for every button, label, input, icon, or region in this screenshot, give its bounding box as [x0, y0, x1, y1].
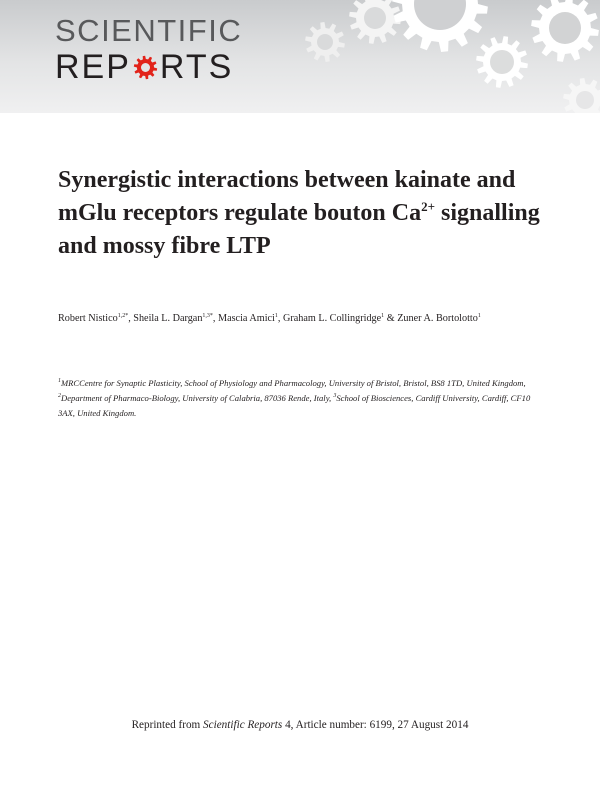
author-affiliation-sup: 1: [477, 313, 481, 319]
author-separator: ,: [128, 313, 134, 324]
gear-hole-icon: [576, 91, 594, 109]
gear-hole-icon: [490, 50, 514, 74]
red-gear-logo-icon: [132, 54, 159, 81]
logo-text-end: RTS: [159, 48, 234, 86]
title-part2: signalling and mossy fibre LTP: [58, 200, 540, 259]
title-superscript: 2+: [421, 199, 436, 214]
journal-logo-bottom: [55, 50, 233, 84]
reprint-footer: [0, 719, 600, 731]
author-name: Graham L. Collingridge: [282, 313, 382, 324]
affiliation-sup: 3: [333, 393, 337, 399]
red-gear-hole: [141, 63, 150, 72]
journal-header: [0, 0, 600, 113]
author-affiliation-sup: 1: [274, 313, 278, 319]
author-separator: &: [384, 313, 398, 324]
affiliation-sup: 2: [58, 393, 61, 399]
journal-logo-top: SCIENTIFIC: [55, 13, 243, 48]
affiliation-sup: 1: [58, 378, 61, 384]
affiliation-2: Department of Pharmaco-Biology, University of Calabria, 87036 Rende, Italy,: [61, 393, 332, 403]
title-part1: Synergistic interactions between kainate and mGlu receptors regulate bouton Ca: [58, 167, 516, 226]
affiliation-3: School of Biosciences, Cardiff University, Cardiff, CF10 3AX, United Kingdom.: [58, 393, 531, 418]
footer-prefix: Reprinted from: [131, 719, 204, 731]
author-name: Sheila L. Dargan: [133, 313, 203, 324]
author-affiliation-sup: 1,2*: [117, 313, 129, 319]
author-name: Zuner A. Bortolotto: [397, 313, 478, 324]
footer-journal: Scientific Reports: [203, 719, 283, 731]
author-list: [58, 313, 578, 324]
affiliations: [58, 376, 548, 421]
author-affiliation-sup: 1: [381, 313, 385, 319]
author-separator: ,: [212, 313, 219, 324]
article-title: [58, 164, 558, 263]
author-name: Mascia Amici: [218, 313, 275, 324]
author-separator: ,: [277, 313, 283, 324]
author-affiliation-sup: 1,3*: [202, 313, 213, 319]
gear-hole-icon: [549, 12, 581, 44]
logo-text-start: REP: [55, 48, 131, 86]
gear-hole-icon: [317, 34, 333, 50]
gear-hole-icon: [364, 7, 386, 29]
affiliation-1: MRCCentre for Synaptic Plasticity, School of Physiology and Pharmacology, University of Bristol, Bristol, BS8 1TD, United Kingdom,: [61, 378, 526, 388]
footer-citation: 4, Article number: 6199, 27 August 2014: [282, 719, 469, 731]
author-name: Robert Nistico: [58, 313, 118, 324]
